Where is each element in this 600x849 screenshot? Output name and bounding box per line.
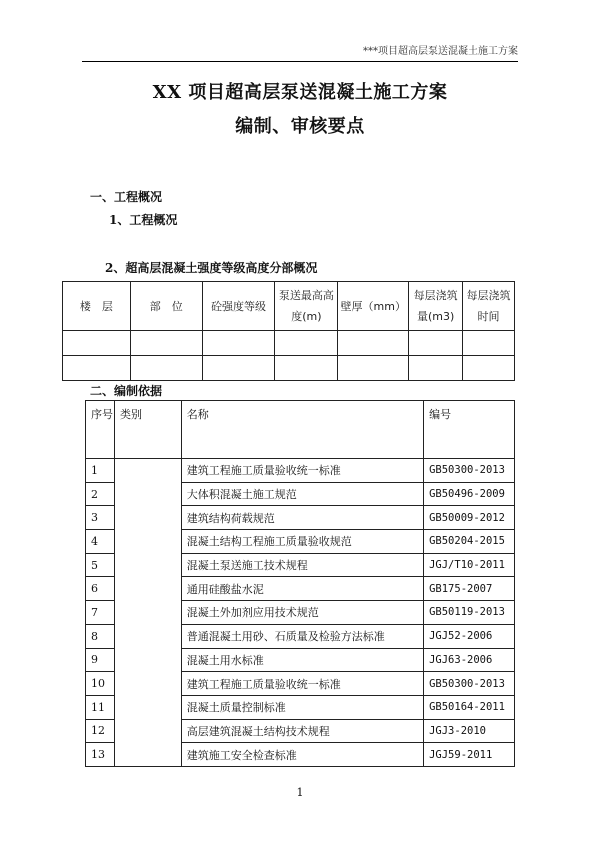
header-cell-pour-time: 每层浇筑时间 bbox=[463, 282, 515, 331]
row-code: GB175-2007 bbox=[424, 577, 515, 601]
row-category-merged bbox=[114, 459, 181, 767]
row-code: JGJ52-2006 bbox=[424, 624, 515, 648]
table-row bbox=[86, 459, 515, 483]
row-name: 高层建筑混凝土结构技术规程 bbox=[181, 719, 423, 743]
row-name: 建筑工程施工质量验收统一标准 bbox=[181, 459, 423, 483]
row-code: JGJ/T10-2011 bbox=[424, 553, 515, 577]
row-seq: 2 bbox=[86, 482, 115, 506]
subsection-heading-strength-grade: 2、超高层混凝土强度等级高度分部概况 bbox=[105, 261, 318, 275]
row-seq: 8 bbox=[86, 624, 115, 648]
row-seq: 11 bbox=[86, 695, 115, 719]
row-code: GB50300-2013 bbox=[424, 459, 515, 483]
row-code: GB50119-2013 bbox=[424, 601, 515, 625]
row-code: JGJ59-2011 bbox=[424, 743, 515, 767]
header-rule bbox=[82, 61, 518, 62]
overview-table-empty-row bbox=[63, 356, 515, 381]
header-cell-wall-thickness: 壁厚（mm） bbox=[338, 282, 409, 331]
basis-table-header-row bbox=[86, 401, 515, 459]
row-code: GB50204-2015 bbox=[424, 530, 515, 554]
row-code: GB50300-2013 bbox=[424, 672, 515, 696]
subsection-heading-overview: 1、工程概况 bbox=[109, 213, 178, 227]
section-heading-overview: 一、工程概况 bbox=[90, 190, 163, 204]
row-name: 普通混凝土用砂、石质量及检验方法标准 bbox=[181, 624, 423, 648]
header-cell-pour-volume: 每层浇筑量(m3) bbox=[409, 282, 463, 331]
row-seq: 4 bbox=[86, 530, 115, 554]
header-cell-code: 编号 bbox=[424, 401, 515, 459]
running-header: ***项目超高层泵送混凝土施工方案 bbox=[363, 46, 518, 57]
header-cell-category: 类别 bbox=[114, 401, 181, 459]
row-seq: 9 bbox=[86, 648, 115, 672]
row-name: 混凝土外加剂应用技术规范 bbox=[181, 601, 423, 625]
overview-table bbox=[62, 281, 515, 381]
row-name: 混凝土结构工程施工质量验收规范 bbox=[181, 530, 423, 554]
row-code: JGJ3-2010 bbox=[424, 719, 515, 743]
header-cell-seq: 序号 bbox=[86, 401, 115, 459]
row-name: 大体积混凝土施工规范 bbox=[181, 482, 423, 506]
row-seq: 3 bbox=[86, 506, 115, 530]
row-code: GB50164-2011 bbox=[424, 695, 515, 719]
document-subtitle: 编制、审核要点 bbox=[235, 116, 365, 137]
row-seq: 5 bbox=[86, 553, 115, 577]
row-name: 混凝土泵送施工技术规程 bbox=[181, 553, 423, 577]
document-title: XX 项目超高层泵送混凝土施工方案 bbox=[152, 82, 448, 103]
header-cell-strength-grade: 砼强度等级 bbox=[202, 282, 275, 331]
row-name: 建筑施工安全检查标准 bbox=[181, 743, 423, 767]
row-name: 混凝土质量控制标准 bbox=[181, 695, 423, 719]
overview-table-empty-row bbox=[63, 331, 515, 356]
row-seq: 6 bbox=[86, 577, 115, 601]
row-seq: 12 bbox=[86, 719, 115, 743]
row-name: 建筑工程施工质量验收统一标准 bbox=[181, 672, 423, 696]
header-cell-name: 名称 bbox=[181, 401, 423, 459]
row-seq: 10 bbox=[86, 672, 115, 696]
row-name: 通用硅酸盐水泥 bbox=[181, 577, 423, 601]
header-cell-location: 部 位 bbox=[130, 282, 202, 331]
row-seq: 1 bbox=[86, 459, 115, 483]
row-code: JGJ63-2006 bbox=[424, 648, 515, 672]
row-code: GB50009-2012 bbox=[424, 506, 515, 530]
header-cell-max-pump-height: 泵送最高高度(m) bbox=[275, 282, 338, 331]
page-number: 1 bbox=[296, 786, 304, 799]
row-code: GB50496-2009 bbox=[424, 482, 515, 506]
row-seq: 13 bbox=[86, 743, 115, 767]
section-heading-basis: 二、编制依据 bbox=[90, 384, 163, 398]
row-name: 建筑结构荷载规范 bbox=[181, 506, 423, 530]
row-name: 混凝土用水标准 bbox=[181, 648, 423, 672]
overview-table-header-row bbox=[63, 282, 515, 331]
row-seq: 7 bbox=[86, 601, 115, 625]
header-cell-floor: 楼 层 bbox=[63, 282, 131, 331]
basis-table bbox=[85, 400, 515, 767]
